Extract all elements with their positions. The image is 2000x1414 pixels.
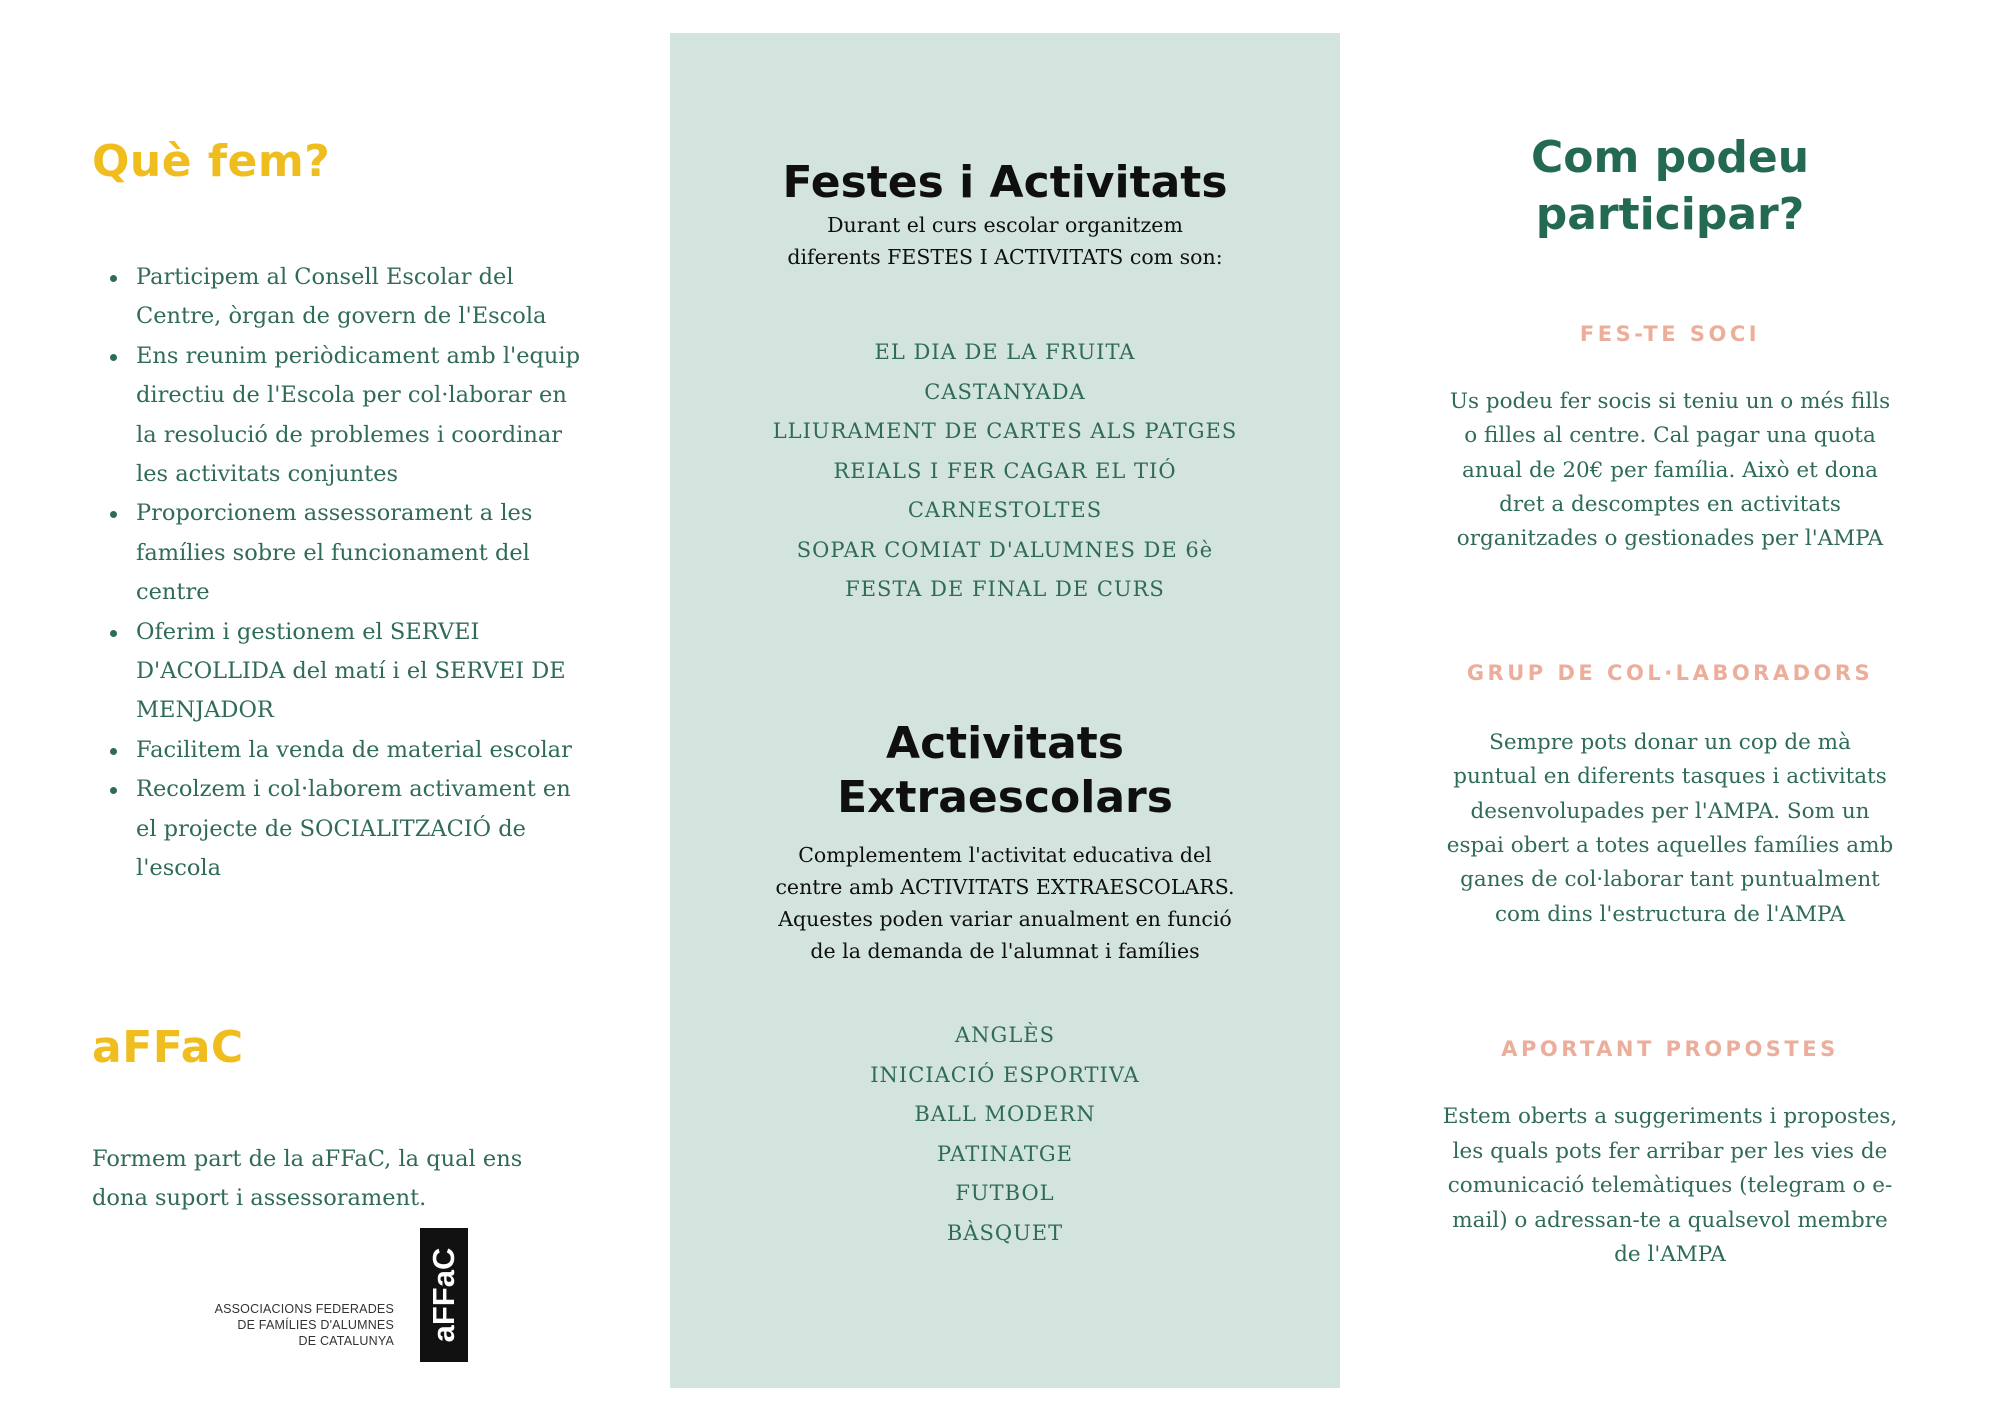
extraescolars-heading-line: Activitats	[886, 718, 1124, 769]
list-item: INICIACIÓ ESPORTIVA	[870, 1062, 1140, 1087]
list-item: Proporcionem assessorament a les famílies sobre el funcionament del centre	[136, 494, 582, 612]
list-item: Oferim i gestionem el SERVEI D'ACOLLIDA del matí i el SERVEI DE MENJADOR	[136, 613, 582, 731]
aportant-propostes-heading: APORTANT PROPOSTES	[1501, 1037, 1839, 1061]
text-line: Sempre pots donar un cop de mà	[1489, 730, 1851, 755]
text-line: espai obert a totes aquelles famílies amb	[1446, 833, 1894, 858]
text-line: ganes de col·laborar tant puntualment	[1460, 867, 1880, 892]
list-item: BÀSQUET	[946, 1220, 1064, 1245]
grup-col-laboradors-heading: GRUP DE COL·LABORADORS	[1466, 661, 1874, 685]
text-line: Estem oberts a suggeriments i propostes,	[1442, 1104, 1898, 1129]
middle-panel	[670, 33, 1340, 1388]
affac-logo-line: DE FAMÍLIES D'ALUMNES	[237, 1318, 394, 1332]
text-line: les quals pots fer arribar per les vies de	[1452, 1139, 1888, 1164]
list-item: FESTA DE FINAL DE CURS	[845, 577, 1165, 601]
text-line: anual de 20€ per família. Això et dona	[1462, 458, 1878, 483]
list-item: CASTANYADA	[924, 379, 1086, 404]
affac-logo-box	[420, 1228, 468, 1362]
list-item: Ens reunim periòdicament amb l'equip directiu de l'Escola per col·laborar en la resolució de problemes i coordinar les activitats conjuntes	[136, 337, 582, 495]
text-line: mail) o adressan-te a qualsevol membre	[1452, 1208, 1888, 1233]
list-item: PATINATGE	[936, 1141, 1074, 1166]
extraescolars-list	[670, 1016, 1340, 1253]
affac-logo-line: DE CATALUNYA	[298, 1334, 394, 1348]
festes-list	[670, 333, 1340, 610]
festes-intro-line: diferents FESTES I ACTIVITATS com son:	[787, 245, 1223, 269]
extraescolars-heading-line: Extraescolars	[837, 772, 1173, 823]
affac-paragraph: Formem part de la aFFaC, la qual ens dona suport i assessorament.	[92, 1146, 523, 1211]
list-item: FUTBOL	[955, 1181, 1055, 1205]
extraescolars-intro-line: Complementem l'activitat educativa del	[798, 843, 1212, 867]
list-item: BALL MODERN	[914, 1102, 1096, 1126]
list-item: REIALS I FER CAGAR EL TIÓ	[833, 458, 1177, 483]
text-line: dret a descomptes en activitats	[1499, 492, 1841, 517]
text-line: comunicació telemàtiques (telegram o e-	[1447, 1173, 1893, 1198]
text-line: de l'AMPA	[1614, 1242, 1726, 1267]
participar-heading-line: Com podeu	[1530, 132, 1810, 183]
affac-logo-word: aFFaC	[426, 1247, 461, 1343]
list-item: ANGLÈS	[955, 1023, 1055, 1047]
text-line: desenvolupades per l'AMPA. Som un	[1470, 799, 1870, 824]
participar-heading-line: participar?	[1535, 189, 1805, 240]
list-item: CARNESTOLTES	[907, 498, 1103, 522]
list-item: EL DIA DE LA FRUITA	[874, 340, 1136, 364]
festes-intro-line: Durant el curs escolar organitzem	[827, 213, 1183, 237]
extraescolars-intro-line: de la demanda de l'alumnat i famílies	[810, 939, 1200, 963]
text-line: o filles al centre. Cal pagar una quota	[1464, 423, 1876, 448]
list-item: Participem al Consell Escolar del Centre, òrgan de govern de l'Escola	[136, 258, 582, 337]
text-line: puntual en diferents tasques i activitats	[1453, 764, 1887, 789]
extraescolars-intro-line: centre amb ACTIVITATS EXTRAESCOLARS.	[775, 875, 1235, 899]
extraescolars-intro-line: Aquestes poden variar anualment en funció	[778, 907, 1232, 931]
list-item: Recolzem i col·laborem activament en el projecte de SOCIALITZACIÓ de l'escola	[136, 770, 582, 888]
list-item: Facilitem la venda de material escolar	[136, 731, 582, 770]
text-line: organitzades o gestionades per l'AMPA	[1456, 526, 1884, 551]
text-line: Us podeu fer socis si teniu un o més fills	[1449, 389, 1891, 414]
text-line: com dins l'estructura de l'AMPA	[1495, 902, 1845, 927]
fes-te-soci-heading: FES-TE SOCI	[1579, 322, 1761, 346]
affac-heading: aFFaC	[92, 1022, 244, 1073]
festes-heading: Festes i Activitats	[782, 157, 1228, 208]
affac-logo	[208, 1228, 468, 1362]
affac-logo-line: ASSOCIACIONS FEDERADES	[214, 1302, 394, 1316]
list-item: SOPAR COMIAT D'ALUMNES DE 6è	[796, 537, 1214, 562]
que-fem-heading: Què fem?	[92, 136, 331, 187]
que-fem-list	[92, 258, 582, 889]
affac-logo-caption	[215, 1301, 394, 1349]
list-item: LLIURAMENT DE CARTES ALS PATGES	[772, 419, 1238, 443]
